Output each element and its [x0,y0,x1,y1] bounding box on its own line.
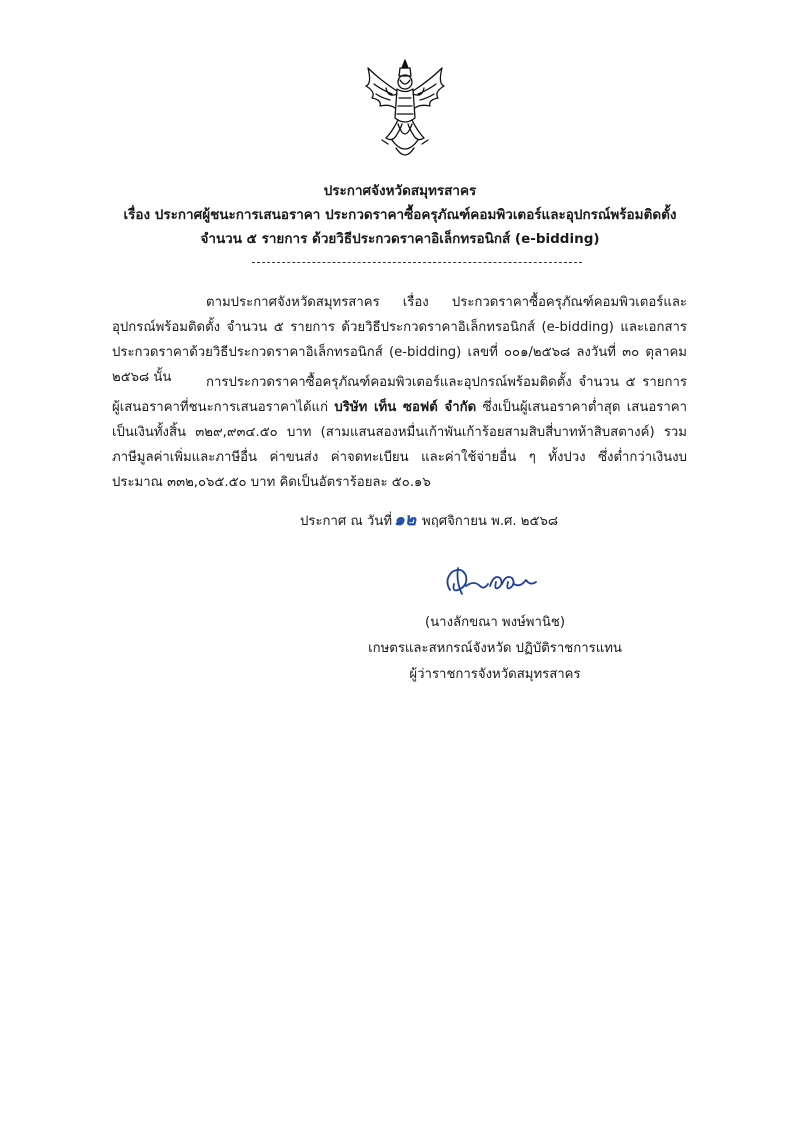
handwritten-signature-icon [440,560,540,602]
title-line-2: เรื่อง ประกาศผู้ชนะการเสนอราคา ประกวดราคาซื้อครุภัณฑ์คอมพิวเตอร์และอุปกรณ์พร้อมติดตั้ง [123,207,677,223]
divider [252,262,582,263]
paragraph-2 [112,370,687,495]
date-month-year: พฤศจิกายน พ.ศ. ๒๕๖๘ [422,514,558,529]
paragraph-2-details: ซึ่งเป็นผู้เสนอราคาต่ำสุด เสนอราคาเป็นเงินทั้งสิ้น ๓๒๙,๙๓๔.๕๐ บาท (สามแสนสองหมื่นเก้าพันเก้าร้อยสามสิบสี่บาทห้าสิบสตางค์) รวมภาษีมูลค่าเพิ่มและภาษีอื่น ค่าขนส่ง ค่าจดทะเบียน และค่าใช้จ่ายอื่น ๆ ทั้งปวง ซึ่งต่ำกว่าเงินงบประมาณ ๓๓๒,๐๖๕.๕๐ บาท คิดเป็นอัตราร้อยละ ๕๐.๑๖ [112,400,687,490]
paragraph-1: ตามประกาศจังหวัดสมุทรสาคร เรื่อง ประกวดราคาซื้อครุภัณฑ์คอมพิวเตอร์และอุปกรณ์พร้อมติดตั้ง จำนวน ๕ รายการ ด้วยวิธีประกวดราคาอิเล็กทรอนิกส์ (e-bidding) และเอกสารประกวดราคาด้วยวิธีประกวดราคาอิเล็กทรอนิกส์ (e-bidding) เลขที่ ๐๐๑/๒๕๖๘ ลงวันที่ ๓๐ ตุลาคม ๒๕๖๘ นั้น [112,295,687,385]
signatory-position-1: เกษตรและสหกรณ์จังหวัด ปฏิบัติราชการแทน [368,641,622,656]
signatory-position-2: ผู้ว่าราชการจังหวัดสมุทรสาคร [409,667,581,682]
handwritten-day: ๑๒ [394,510,417,530]
date-prefix: ประกาศ ณ วันที่ [300,514,393,529]
title-line-3: จำนวน ๕ รายการ ด้วยวิธีประกวดราคาอิเล็กทรอนิกส์ (e-bidding) [200,231,600,247]
title-line-1: ประกาศจังหวัดสมุทรสาคร [323,183,477,199]
winner-name: บริษัท เท็น ซอฟต์ จำกัด [334,400,477,415]
signatory-name: (นางลักขณา พงษ์พานิช) [425,615,565,630]
announcement-date [300,508,558,534]
garuda-emblem-icon [362,58,448,162]
paragraph-2-intro: การประกวดราคาซื้อครุภัณฑ์คอมพิวเตอร์และอุปกรณ์พร้อมติดตั้ง จำนวน ๕ รายการ ผู้เสนอราคาที่ชนะการเสนอราคาได้แก่ [112,375,687,415]
